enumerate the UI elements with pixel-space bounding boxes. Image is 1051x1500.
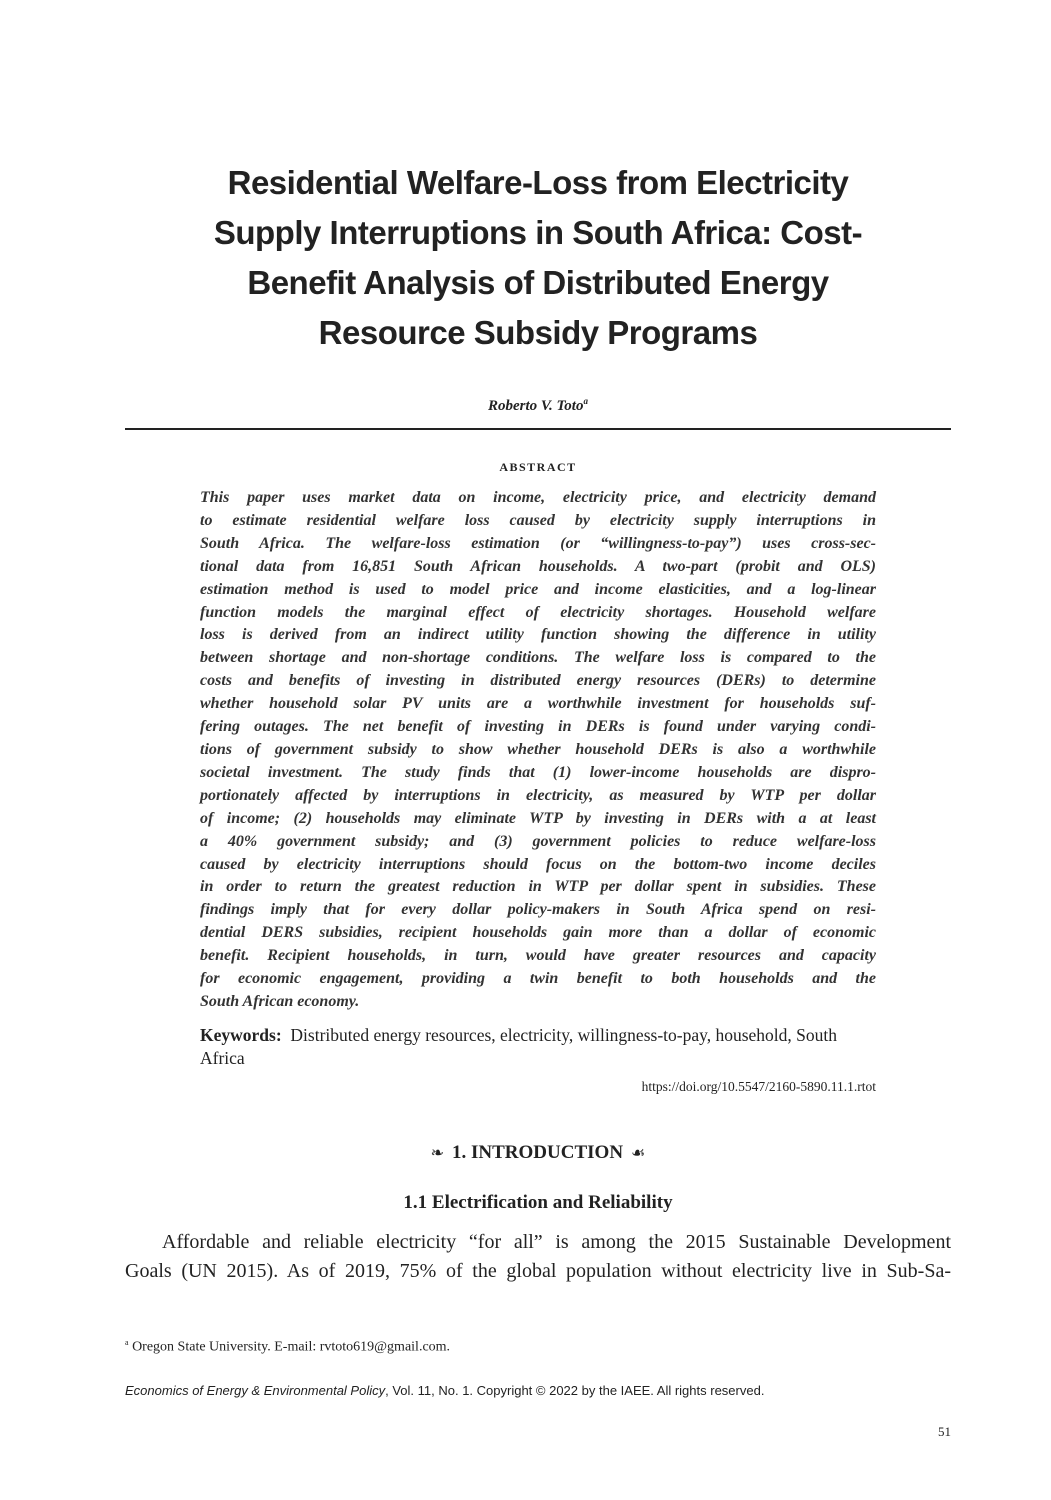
- abstract-text: [200, 487, 876, 1014]
- abstract-line: dential DERS subsidies, recipient households gain more than a dollar of economic: [200, 924, 876, 942]
- abstract-line: a 40% government subsidy; and (3) government policies to reduce welfare-loss: [200, 832, 876, 850]
- page-number: 51: [938, 1424, 951, 1439]
- footnote: [125, 1338, 450, 1356]
- abstract-line: for economic engagement, providing a twin benefit to both households and the: [200, 970, 876, 988]
- footnote-text: Oregon State University. E-mail: rvtoto619@gmail.com.: [132, 1339, 451, 1355]
- title-divider: [125, 428, 951, 430]
- keywords-text: Distributed energy resources, electricity, willingness-to-pay, household, South Africa: [200, 1025, 837, 1068]
- section-heading: [0, 1142, 1051, 1164]
- abstract-line: findings imply that for every dollar policy-makers in South Africa spend on resi-: [200, 901, 876, 919]
- author-line: [0, 396, 1051, 415]
- abstract-line: South Africa. The welfare-loss estimation (or “willingness-to-pay”) uses cross-sec-: [200, 534, 876, 552]
- ornament-left-icon: ❧: [430, 1145, 445, 1162]
- abstract-line: portionately affected by interruptions in electricity, as measured by WTP per dollar: [200, 786, 876, 804]
- abstract-line: costs and benefits of investing in distributed energy resources (DERs) to determine: [200, 672, 876, 690]
- abstract-line: whether household solar PV units are a worthwhile investment for households suf-: [200, 695, 876, 713]
- body-line: Goals (UN 2015). As of 2019, 75% of the global population without electricity live in Sub-Sa-: [125, 1260, 951, 1282]
- subsection-heading: 1.1 Electrification and Reliability: [403, 1192, 673, 1213]
- abstract-line: benefit. Recipient households, in turn, would have greater resources and capacity: [200, 947, 876, 965]
- abstract-line: to estimate residential welfare loss caused by electricity supply interruptions in: [200, 511, 876, 529]
- abstract-line: tions of government subsidy to show whether household DERs is also a worthwhile: [200, 740, 876, 758]
- keywords: [200, 1024, 876, 1070]
- journal-rest: , Vol. 11, No. 1. Copyright © 2022 by the IAEE. All rights reserved.: [385, 1383, 765, 1398]
- body-line: Affordable and reliable electricity “for all” is among the 2015 Sustainable Development: [162, 1231, 951, 1253]
- title-line: Supply Interruptions in South Africa: Cost-: [213, 214, 863, 251]
- abstract-line: between shortage and non-shortage conditions. The welfare loss is compared to the: [200, 649, 876, 667]
- abstract-line: loss is derived from an indirect utility function showing the difference in utility: [200, 626, 876, 644]
- author-name: Roberto V. Toto: [488, 398, 584, 414]
- abstract-line: tional data from 16,851 South African households. A two-part (probit and OLS): [200, 557, 876, 575]
- keywords-label: Keywords:: [200, 1025, 282, 1045]
- ornament-right-icon: ☙: [631, 1145, 646, 1162]
- title-line: Residential Welfare-Loss from Electricity: [227, 164, 849, 201]
- abstract-line: fering outages. The net benefit of investing in DERs is found under varying condi-: [200, 718, 876, 736]
- abstract-line: caused by electricity interruptions should focus on the bottom-two income deciles: [200, 855, 876, 873]
- paper-title: [150, 158, 926, 358]
- body-paragraph: [125, 1228, 951, 1286]
- footnote-mark: a: [125, 1338, 129, 1347]
- abstract-line: societal investment. The study finds that (1) lower-income households are dispro-: [200, 763, 876, 781]
- abstract-line: in order to return the greatest reduction in WTP per dollar spent in subsidies. These: [200, 878, 876, 896]
- abstract-line: function models the marginal effect of electricity shortages. Household welfare: [200, 603, 876, 621]
- journal-name: Economics of Energy & Environmental Policy: [125, 1383, 386, 1398]
- abstract-line: estimation method is used to model price and income elasticities, and a log-linear: [200, 580, 876, 598]
- section-title: 1. INTRODUCTION: [452, 1142, 624, 1163]
- title-line: Benefit Analysis of Distributed Energy: [247, 264, 829, 301]
- abstract-line: South African economy.: [200, 992, 360, 1010]
- doi-link[interactable]: https://doi.org/10.5547/2160-5890.11.1.rtot: [641, 1079, 876, 1094]
- abstract-heading: ABSTRACT: [499, 460, 577, 474]
- abstract-line: of income; (2) households may eliminate WTP by investing in DERs with a at least: [200, 809, 876, 827]
- abstract-line: This paper uses market data on income, electricity price, and electricity demand: [200, 489, 876, 506]
- journal-copyright: [125, 1383, 764, 1398]
- author-affiliation-mark: a: [583, 396, 588, 406]
- title-line: Resource Subsidy Programs: [318, 314, 758, 351]
